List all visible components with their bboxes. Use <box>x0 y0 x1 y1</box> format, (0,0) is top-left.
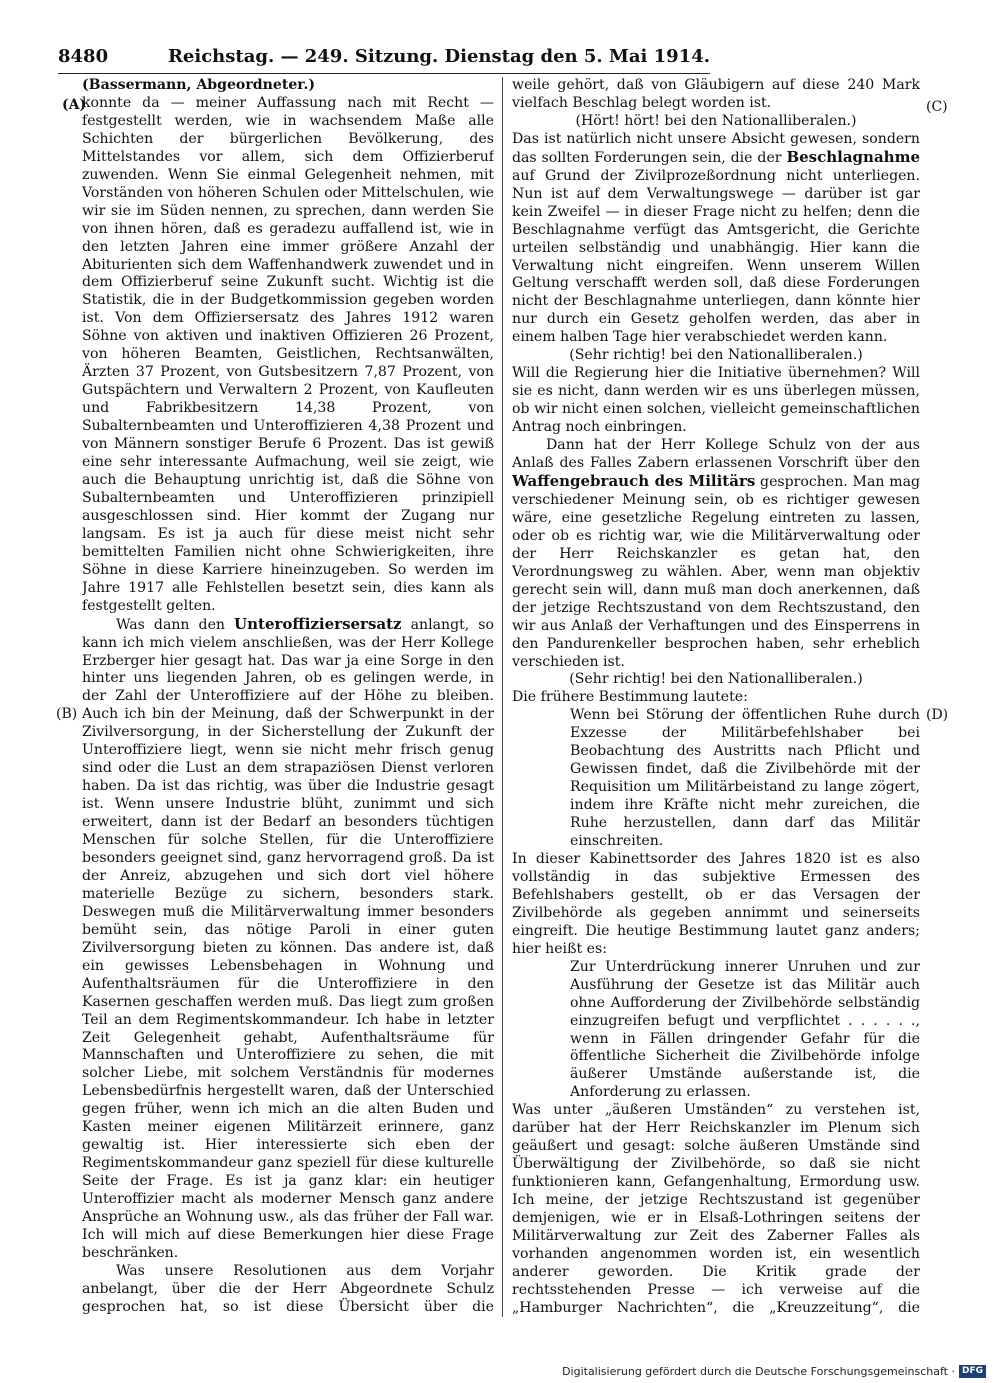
margin-marker-d: (D) <box>926 707 949 723</box>
page-number: 8480 <box>58 46 109 67</box>
margin-marker-c: (C) <box>926 99 948 115</box>
page-header <box>58 46 710 70</box>
column-divider <box>502 77 503 1317</box>
paragraph: Die frühere Bestimmung lautete: <box>512 689 748 706</box>
interjection: (Sehr richtig! bei den Nationalliberalen.) <box>569 671 863 688</box>
interjection: (Hört! hört! bei den Nationalliberalen.) <box>575 112 857 129</box>
interjection: (Sehr richtig! bei den Nationalliberalen.) <box>569 347 863 364</box>
paragraph: Das ist natürlich nicht unsere Absicht gewesen, sondern das sollten Forderungen sein, die der Beschlagnahme auf Grund der Zivilprozeßordnung nicht unterliegen. Nun ist auf dem Verwaltungswege — darüber ist gar kein Zweifel — in dieser Frage nicht zu helfen; denn die Beschlagnahme verfügt das Amtsgericht, die Gerichte urteilen selbständig und unabhängig. Hier kann die Verwaltung nicht eingreifen. Wenn unserem Willen Geltung verschafft werden soll, daß diese Forderungen nicht der Beschlagnahme unterliegen, dann könnte hier nur durch ein Gesetz geholfen werden, das aber in einem halben Tage hier verabschiedet werden kann. <box>512 130 920 346</box>
margin-marker-b: (B) <box>56 706 78 722</box>
header-rule <box>58 73 710 74</box>
quotation: Zur Unterdrückung innerer Unruhen und zur Ausführung der Gesetze ist das Militär auch ohne Aufforderung der Zivilbehörde selbständig einzugreifen befugt und verpflichtet . . . . . ., wenn in Fällen dringender Gefahr für die öffentliche Sicherheit die Zivilbehörde infolge äußerer Umstände außerstande ist, die Anforderung zu erlassen. <box>570 958 920 1101</box>
dfg-logo: DFG <box>959 1365 986 1378</box>
footer-text: Digitalisierung gefördert durch die Deutsche Forschungsgemeinschaft · <box>562 1364 955 1378</box>
paragraph: Will die Regierung hier die Initiative übernehmen? Will sie es nicht, dann werden wir es uns überlegen müssen, ob wir nicht einen solchen, vielleicht gemeinschaftlichen Antrag noch einbringen. <box>512 365 920 436</box>
paragraph: Was dann den Unteroffiziersersatz anlangt, so kann ich mich vielem anschließen, was der Herr Kollege Erzberger hier gesagt hat. Das war ja eine Sorge in den hinter uns liegenden Jahren, ob es gelingen werde, in der Zahl der Unteroffiziere auf der Höhe zu bleiben. Auch ich bin der Meinung, daß der Schwerpunkt in der Zivilversorgung, in der Sicherstellung der Zukunft der Unteroffiziere liegt, wenn sie nicht mehr frisch genug sind oder die Lust an dem strapaziösen Dienst verloren haben. Da ist das richtig, was über die Industrie gesagt ist. Wenn unsere Industrie blüht, zunimmt und sich erweitert, dann ist der Bedarf an besonders tüchtigen Menschen für solche Stellen, für die Unteroffiziere besonders geeignet sind, ganz hervorragend groß. Da ist der Anreiz, abzugehen und sich dort viel höhere materielle Bezüge zu sichern, besonders stark. Deswegen muß die Militärverwaltung immer besonders bemüht sein, das nötige Paroli in einer guten Zivilversorgung bieten zu können. Das andere ist, daß ein gewisses Lebensbehagen in Wohnung und Aufenthaltsräumen für die Unteroffiziere in den Kasernen geschaffen werden muß. Das liegt zum großen Teil an dem Regimentskommandeur. Ich habe in letzter Zeit Gelegenheit gehabt, Aufenthaltsräume für Mannschaften und Unteroffiziere zu sehen, die mit solcher Liebe, mit solchem Verständnis für modernes Lebensbedürfnis hergestellt waren, daß der Unterschied gegen früher, wenn ich mich an die alten Buden und Kasten meiner eigenen Militärzeit erinnere, ganz gewaltig ist. Hier interessierte sich eben der Regimentskommandeur ganz speziell für diese kulturelle Seite der Frage. Es ist ja ganz klar: ein heutiger Unteroffizier macht als moderner Mensch ganz andere Ansprüche an Wohnung usw., als das früher der Fall war. Ich will mich auf diese Bemerkungen hier diese Frage beschränken. <box>82 614 494 1261</box>
paragraph: weile gehört, daß von Gläubigern auf diese 240 Mark vielfach Beschlag belegt worden ist. <box>512 77 920 111</box>
paragraph: konnte da — meiner Auffassung nach mit Recht — festgestellt werden, wie in wachsendem Maße alle Schichten der bürgerlichen Bevölkerung, des Mittelstandes vor allem, sich dem Offizierberuf zuwenden. Wenn Sie einmal Gelegenheit nehmen, mit Vorständen von höheren Schulen oder Mittelschulen, wie wir sie im Süden nennen, zu sprechen, dann werden Sie von ihnen hören, daß es geradezu auffallend ist, wie in den letzten Jahren eine immer größere Anzahl der Abiturienten sich dem Waffenhandwerk zuwendet und in dem Offizierberuf seine Zukunft sucht. Wichtig ist die Statistik, die in der Budgetkommission gegeben worden ist. Von dem Offiziersersatz des Jahres 1912 waren Söhne von aktiven und inaktiven Offizieren 26 Prozent, von höheren Beamten, Geistlichen, Rechtsanwälten, Ärzten 37 Prozent, von Gutsbesitzern 7,87 Prozent, von Gutspächtern und Verwaltern 2 Prozent, von Kaufleuten und Fabrikbesitzern 14,38 Prozent, von Subalternbeamten und Unteroffizieren 4,38 Prozent und von Männern sonstiger Berufe 6 Prozent. Das ist gewiß eine sehr interessante Aufmachung, weil sie zeigt, wie auch die Behauptung unrichtig ist, daß die Söhne von Subalternbeamten und Unteroffizieren prinzipiell ausgeschlossen sind. Hier kommt der Zugang nur langsam. Es ist ja auch für diese meist nicht sehr bemittelten Familien nicht ohne Schwierigkeiten, ihre Söhne in diese Karriere hineinzugeben. So werden im Jahre 1917 alle Fehlstellen besetzt sein, dies kann als festgestellt gelten. <box>82 94 494 614</box>
paragraph: Was unsere Resolutionen aus dem Vorjahr anbelangt, über die der Herr Abgeordnete Schulz gesprochen hat, so ist diese Übersicht über die <box>82 1262 494 1315</box>
left-column <box>82 77 494 1317</box>
paragraph: Dann hat der Herr Kollege Schulz von der aus Anlaß des Falles Zabern erlassenen Vorschrift über den Waffengebrauch des Militärs gesprochen. Man mag verschiedener Meinung sein, ob es richtiger gewesen wäre, eine gesetzliche Regelung eintreten zu lassen, oder ob es richtig war, wie die Militärverwaltung oder der Herr Reichskanzler es getan hat, den Verordnungsweg zu wählen. Aber, wenn man objektiv gerecht sein will, dann muß man doch anerkennen, daß der jetzige Rechtszustand von dem Rechtszustand, den wir aus Anlaß der Verhaftungen und des Einsperrens in den Pandurenkeller besprochen haben, sehr erheblich verschieden ist. <box>512 437 920 670</box>
digitization-footer <box>562 1364 986 1378</box>
page-title: Reichstag. — 249. Sitzung. Dienstag den 5. Mai 1914. <box>167 46 710 67</box>
right-column <box>512 77 920 1317</box>
paragraph: Was unter „äußeren Umständen“ zu verstehen ist, darüber hat der Herr Reichskanzler im Plenum sich geäußert und gesagt: solche äußeren Umstände sind Überwältigung der Zivilbehörde, so daß sie nicht funktionieren kann, Gefangenhaltung, Ermordung usw. Ich meine, der jetzige Rechtszustand ist gegenüber demjenigen, wie er in Elsaß-Lothringen seitens der Militärverwaltung zur Zeit des Zaberner Falles als vorhanden angenommen worden ist, ein wesentlich anderer geworden. Die Kritik grade der rechtsstehenden Presse — ich verweise auf die „Hamburger Nachrichten“, die „Kreuzzeitung“, die <box>512 1102 920 1316</box>
speaker-label: (Bassermann, Abgeordneter.) <box>82 77 316 93</box>
quotation: Wenn bei Störung der öffentlichen Ruhe durch Exzesse der Militärbefehlshaber bei Beobachtung des Austritts nach Pflicht und Gewissen findet, daß die Zivilbehörde mit der Requisition um Militärbeistand zu lange zögert, indem ihre Kräfte nicht mehr zureichen, die Ruhe herzustellen, dann darf das Militär einschreiten. <box>570 707 920 850</box>
paragraph: In dieser Kabinettsorder des Jahres 1820 ist es also vollständig in das subjektive Ermessen des Befehlshabers gestellt, ob er das Versagen der Zivilbehörde als gegeben annimmt und seinerseits eingreift. Die heutige Bestimmung lautet ganz anders; hier heißt es: <box>512 850 920 957</box>
margin-marker-a: (A) <box>62 97 87 113</box>
